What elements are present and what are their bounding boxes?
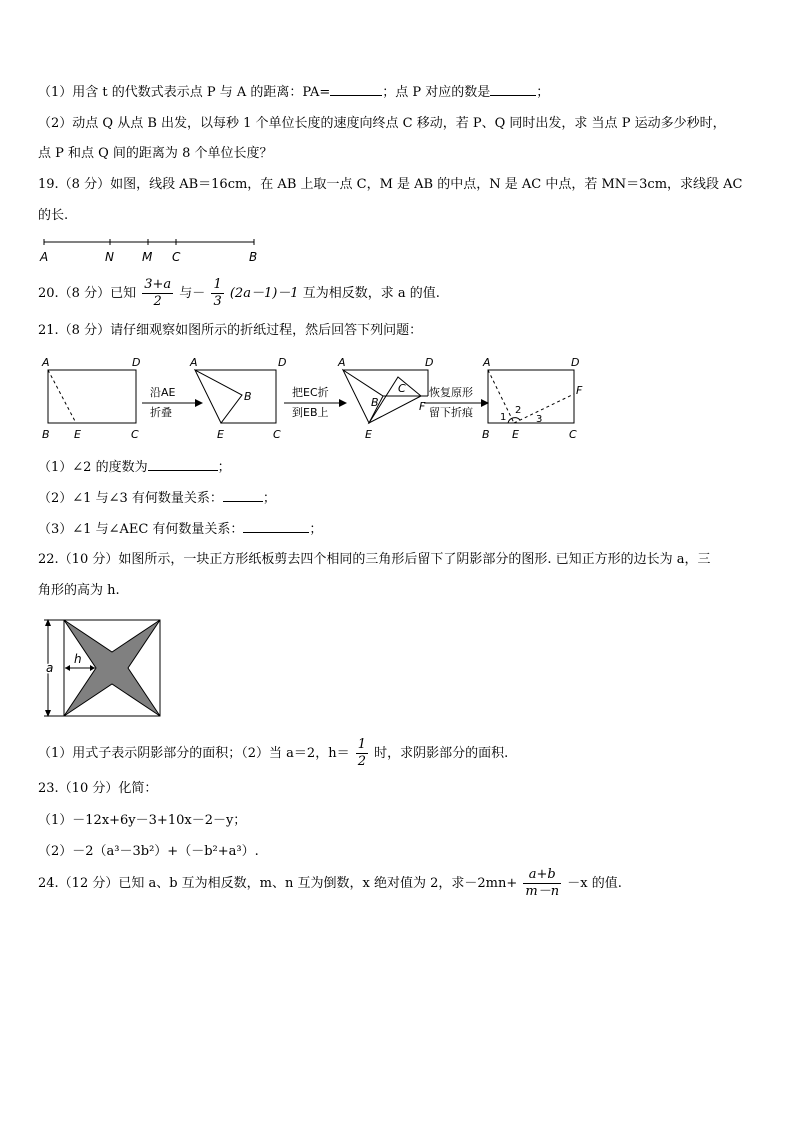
q21-f3-label-f: F xyxy=(419,400,426,413)
q21-f3-label-c: C xyxy=(398,382,406,395)
q21-f1-label-e: E xyxy=(74,428,81,441)
q21-f3-label-d: D xyxy=(425,356,434,369)
q22-label-a: a xyxy=(46,661,54,675)
q23-part1: （1）－12x+6y－3+10x－2－y； xyxy=(38,813,247,828)
q21-text: 21.（8 分）请仔细观察如图所示的折纸过程，然后回答下列问题： xyxy=(38,323,423,338)
q21-folding-figure xyxy=(38,352,598,444)
q21-f2-label-e: E xyxy=(217,428,224,441)
q21-f4-angle-1: 1 xyxy=(500,412,507,423)
q21-f4-label-f: F xyxy=(576,384,583,397)
q21-f4-label-b: B xyxy=(482,428,490,441)
q20-fraction-2: $\frac{1}{3}$ xyxy=(213,277,222,309)
q21-f4-label-d: D xyxy=(571,356,580,369)
q19-segment-figure xyxy=(30,235,270,265)
q21-f2-label-b: B xyxy=(244,390,252,403)
q19-label-b: B xyxy=(249,250,258,264)
q21-f4-angle-2: 2 xyxy=(515,405,522,416)
q24-fraction: $\frac{a+b}{m-n}$ xyxy=(525,867,560,899)
q21-f3-label-a: A xyxy=(338,356,346,369)
q20-text: 20.（8 分）已知 $\frac{3+a}{2}$ 与－ $\frac{1}{3}$ (2a－1)－1 互为相反数，求 a 的值. xyxy=(38,277,440,309)
q19-label-c: C xyxy=(172,250,181,264)
q21-arrow1-line2: 折叠 xyxy=(150,406,172,419)
q21-f4-label-a: A xyxy=(483,356,491,369)
q21-f3-label-b: B xyxy=(371,396,379,409)
q21-f4-label-c: C xyxy=(569,428,577,441)
q21-f3-label-e: E xyxy=(365,428,372,441)
q22-fraction: $\frac{1}{2}$ xyxy=(357,737,366,769)
q19-text-a: 19.（8 分）如图，线段 AB＝16cm，在 AB 上取一点 C，M 是 AB 的中点，N 是 AC 中点，若 MN＝3cm，求线段 AC xyxy=(38,177,743,192)
q21-f1-label-a: A xyxy=(42,356,50,369)
q19-text-b: 的长. xyxy=(38,208,69,223)
q21-f1-label-d: D xyxy=(132,356,141,369)
q21-f4-angle-3: 3 xyxy=(536,414,543,425)
q23-part2: （2）－2（a³－3b²）+（－b²+a³）. xyxy=(38,844,259,859)
q21-arrow2-line2: 到EB上 xyxy=(292,406,329,419)
q21-sub3: （3）∠1 与∠AEC 有何数量关系： ； xyxy=(38,522,323,537)
q22-star-figure xyxy=(38,614,168,722)
q22-text-a: 22.（10 分）如图所示，一块正方形纸板剪去四个相同的三角形后留下了阴影部分的图形. 已知正方形的边长为 a，三 xyxy=(38,552,711,567)
q19-label-a: A xyxy=(40,250,49,264)
q21-arrow2-line1: 把EC折 xyxy=(292,386,329,399)
q21-f2-label-c: C xyxy=(273,428,281,441)
q21-f4-label-e: E xyxy=(512,428,519,441)
q21-f1-label-c: C xyxy=(131,428,139,441)
q21-arrow1-line1: 沿AE xyxy=(150,386,176,399)
q18-part1: （1）用含 t 的代数式表示点 P 与 A 的距离：PA= ；点 P 对应的数是 ； xyxy=(38,85,550,100)
q21-arrow3-line2: 留下折痕 xyxy=(429,406,473,419)
q24-text: 24.（12 分）已知 a、b 互为相反数，m、n 互为倒数，x 绝对值为 2，求－2mn+ $\frac{a+b}{m-n}$ －x 的值. xyxy=(38,867,622,899)
q18-part2-b: 点 P 和点 Q 间的距离为 8 个单位长度？ xyxy=(38,146,273,161)
q18-part2-a: （2）动点 Q 从点 B 出发，以每秒 1 个单位长度的速度向终点 C 移动，若 P、Q 同时出发，求 当点 P 运动多少秒时， xyxy=(38,116,726,131)
q22-text-b: 角形的高为 h. xyxy=(38,583,120,598)
q19-label-n: N xyxy=(105,250,114,264)
q22-label-h: h xyxy=(74,652,82,666)
q21-sub1: （1）∠2 的度数为 ； xyxy=(38,460,231,475)
q22-sub: （1）用式子表示阴影部分的面积；（2）当 a＝2，h＝ $\frac{1}{2}$ 时，求阴影部分的面积. xyxy=(38,737,509,769)
q19-label-m: M xyxy=(142,250,153,264)
q21-arrow3-line1: 恢复原形 xyxy=(429,386,473,399)
q21-sub2: （2）∠1 与∠3 有何数量关系： ； xyxy=(38,491,276,506)
q21-f2-label-a: A xyxy=(190,356,198,369)
q21-f1-label-b: B xyxy=(42,428,50,441)
q20-fraction-1: $\frac{3+a}{2}$ xyxy=(144,277,172,309)
q23-title: 23.（10 分）化简： xyxy=(38,781,158,796)
q21-f2-label-d: D xyxy=(278,356,287,369)
